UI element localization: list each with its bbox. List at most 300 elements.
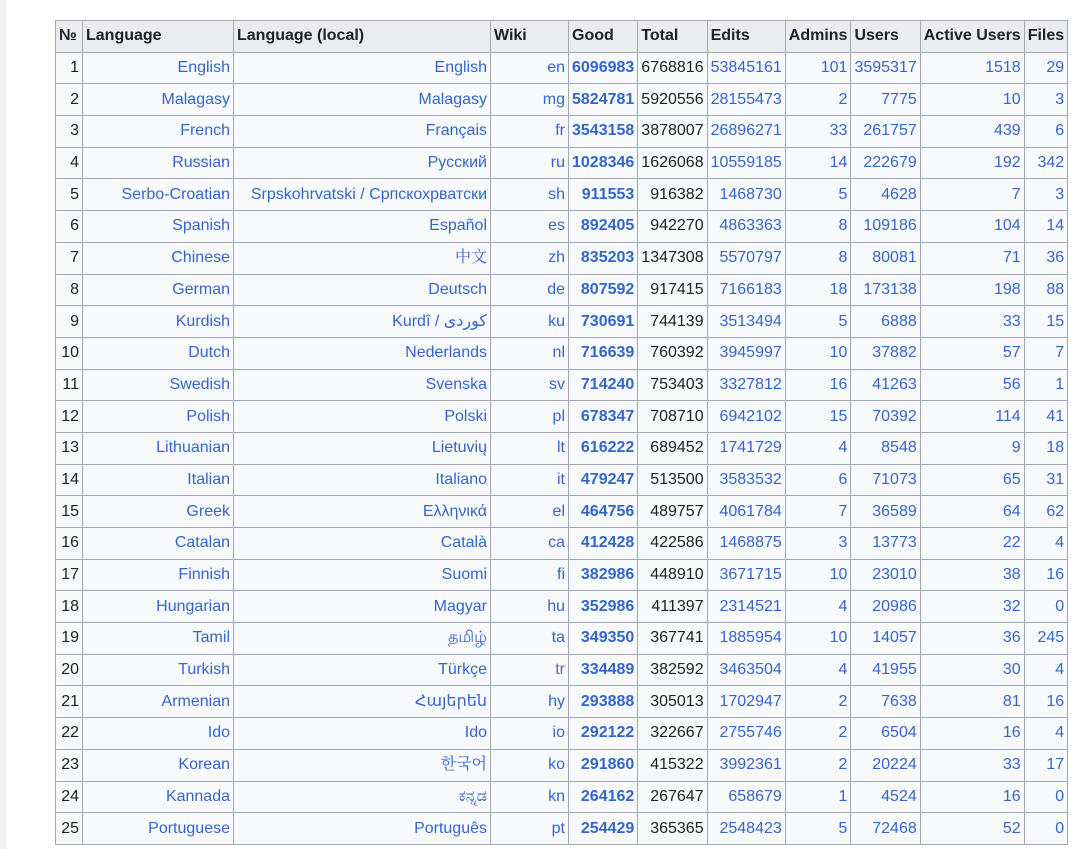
cell-edits — [707, 559, 785, 591]
cell-admins-link[interactable]: 2 — [838, 724, 848, 742]
cell-no — [56, 559, 83, 591]
cell-active-users-link[interactable]: 16 — [1002, 724, 1021, 742]
cell-edits-link[interactable]: 1885954 — [719, 629, 782, 647]
cell-wiki-code-link[interactable]: pt — [551, 819, 565, 837]
cell-files — [1024, 432, 1067, 464]
cell-active-users-link[interactable]: 36 — [1002, 629, 1021, 647]
cell-admins-link[interactable]: 10 — [829, 344, 848, 362]
cell-admins-link[interactable]: 2 — [838, 692, 848, 710]
cell-good-link[interactable]: 254429 — [580, 819, 635, 837]
cell-good-link[interactable]: 349350 — [580, 629, 635, 647]
cell-edits-link[interactable]: 6942102 — [719, 407, 782, 425]
cell-local-name-link[interactable]: Español — [429, 217, 487, 235]
cell-users-link[interactable]: 222679 — [863, 154, 917, 172]
cell-wiki-code-link[interactable]: ko — [548, 756, 565, 774]
cell-local-name-link[interactable]: Deutsch — [428, 280, 487, 298]
cell-active-users-link[interactable]: 30 — [1002, 661, 1021, 679]
cell-total: 1626068 — [641, 154, 704, 172]
cell-local-name-link[interactable]: Português — [414, 819, 487, 837]
cell-admins — [785, 147, 851, 179]
cell-admins — [785, 432, 851, 464]
cell-good-link[interactable]: 264162 — [580, 787, 635, 805]
cell-active — [920, 401, 1024, 433]
cell-admins-link[interactable]: 4 — [838, 439, 848, 457]
column-header-good[interactable]: Good — [569, 21, 638, 53]
table-row — [56, 211, 1068, 243]
cell-active-users-link[interactable]: 104 — [994, 217, 1021, 235]
cell-total: 489757 — [650, 502, 704, 520]
cell-files-link[interactable]: 245 — [1037, 629, 1065, 647]
cell-edits-link[interactable]: 658679 — [728, 787, 782, 805]
cell-total — [638, 401, 707, 433]
cell-users-link[interactable]: 71073 — [872, 470, 917, 488]
cell-admins-link[interactable]: 15 — [829, 407, 848, 425]
cell-good — [569, 591, 638, 623]
cell-language-link[interactable]: Korean — [178, 756, 230, 774]
cell-good-link[interactable]: 835203 — [580, 249, 635, 267]
cell-users-link[interactable]: 41955 — [872, 661, 917, 679]
cell-files-link[interactable]: 36 — [1046, 249, 1065, 267]
cell-active-users-link[interactable]: 33 — [1002, 312, 1021, 330]
cell-edits-link[interactable]: 3513494 — [719, 312, 782, 330]
cell-language-link[interactable]: French — [180, 122, 230, 140]
cell-files-link[interactable]: 62 — [1046, 502, 1065, 520]
cell-good-link[interactable]: 292122 — [580, 724, 635, 742]
cell-language-link[interactable]: Catalan — [174, 534, 230, 552]
cell-wiki — [491, 179, 569, 211]
cell-users-link[interactable]: 261757 — [863, 122, 917, 140]
cell-wiki-code-link[interactable]: hu — [547, 597, 565, 615]
cell-total: 382592 — [650, 661, 704, 679]
cell-total: 3878007 — [641, 122, 704, 140]
cell-rank: 10 — [61, 344, 79, 362]
cell-files-link[interactable]: 17 — [1046, 756, 1065, 774]
cell-files — [1024, 559, 1067, 591]
cell-language-link[interactable]: Hungarian — [156, 597, 230, 615]
cell-local — [234, 116, 491, 148]
cell-files-link[interactable]: 3 — [1055, 185, 1065, 203]
cell-local-name-link[interactable]: Malagasy — [418, 90, 487, 108]
table-row — [56, 623, 1068, 655]
cell-language-link[interactable]: Malagasy — [161, 90, 230, 108]
cell-local-name-link[interactable]: 한국어 — [440, 756, 487, 774]
cell-edits-link[interactable]: 2548423 — [719, 819, 782, 837]
cell-admins-link[interactable]: 16 — [829, 375, 848, 393]
cell-active-users-link[interactable]: 7 — [1011, 185, 1021, 203]
cell-local-name-link[interactable]: Русский — [427, 154, 487, 172]
cell-files-link[interactable]: 0 — [1055, 819, 1065, 837]
cell-good-link[interactable]: 382986 — [580, 566, 635, 584]
cell-active-users-link[interactable]: 9 — [1011, 439, 1021, 457]
cell-edits-link[interactable]: 2755746 — [719, 724, 782, 742]
cell-wiki — [491, 623, 569, 655]
cell-no — [56, 432, 83, 464]
cell-language-link[interactable]: Italian — [187, 470, 230, 488]
cell-no — [56, 274, 83, 306]
cell-admins-link[interactable]: 5 — [838, 312, 848, 330]
cell-users-link[interactable]: 4524 — [881, 787, 917, 805]
table-row — [56, 306, 1068, 338]
cell-active-users-link[interactable]: 32 — [1002, 597, 1021, 615]
cell-rank: 14 — [61, 470, 79, 488]
column-header-edits[interactable]: Edits — [707, 21, 785, 53]
cell-edits-link[interactable]: 10559185 — [710, 154, 782, 172]
cell-files-link[interactable]: 18 — [1046, 439, 1065, 457]
cell-edits-link[interactable]: 1702947 — [719, 692, 782, 710]
cell-users-link[interactable]: 72468 — [872, 819, 917, 837]
column-header-total[interactable]: Total — [638, 21, 707, 53]
cell-active-users-link[interactable]: 16 — [1002, 787, 1021, 805]
cell-wiki-code-link[interactable]: ku — [548, 312, 565, 330]
column-header-files[interactable]: Files — [1024, 21, 1067, 53]
cell-edits-link[interactable]: 3583532 — [719, 470, 782, 488]
cell-active-users-link[interactable]: 38 — [1002, 566, 1021, 584]
cell-wiki-code-link[interactable]: lt — [557, 439, 565, 457]
cell-local-name-link[interactable]: Ido — [464, 724, 487, 742]
cell-edits-link[interactable]: 3327812 — [719, 375, 782, 393]
cell-active-users-link[interactable]: 64 — [1002, 502, 1021, 520]
cell-users-link[interactable]: 8548 — [881, 439, 917, 457]
cell-wiki-code-link[interactable]: ca — [548, 534, 565, 552]
cell-local — [234, 781, 491, 813]
cell-local-name-link[interactable]: Polski — [444, 407, 487, 425]
cell-active-users-link[interactable]: 114 — [995, 407, 1021, 425]
cell-active-users-link[interactable]: 57 — [1002, 344, 1021, 362]
cell-edits-link[interactable]: 1741729 — [719, 439, 782, 457]
cell-edits — [707, 337, 785, 369]
cell-admins-link[interactable]: 1 — [838, 787, 848, 805]
cell-edits-link[interactable]: 4061784 — [719, 502, 782, 520]
cell-users-link[interactable]: 23010 — [872, 566, 917, 584]
cell-local — [234, 718, 491, 750]
cell-files — [1024, 179, 1067, 211]
cell-language-link[interactable]: Greek — [186, 502, 230, 520]
cell-admins-link[interactable]: 2 — [838, 90, 848, 108]
cell-edits-link[interactable]: 1468875 — [719, 534, 782, 552]
cell-admins-link[interactable]: 8 — [838, 249, 848, 267]
cell-files-link[interactable]: 1 — [1055, 375, 1065, 393]
cell-good-link[interactable]: 291860 — [580, 756, 635, 774]
cell-local-name-link[interactable]: Nederlands — [405, 344, 487, 362]
cell-active-users-link[interactable]: 1518 — [985, 59, 1021, 77]
cell-total — [638, 496, 707, 528]
cell-users-link[interactable]: 14057 — [872, 629, 917, 647]
cell-admins — [785, 401, 851, 433]
cell-language-link[interactable]: Turkish — [178, 661, 230, 679]
column-header-admins[interactable]: Admins — [785, 21, 851, 53]
cell-wiki — [491, 464, 569, 496]
cell-good-link[interactable]: 678347 — [580, 407, 635, 425]
cell-active-users-link[interactable]: 65 — [1002, 470, 1021, 488]
cell-local — [234, 274, 491, 306]
cell-language-link[interactable]: Finnish — [178, 566, 230, 584]
cell-files-link[interactable]: 6 — [1055, 122, 1065, 140]
cell-language-link[interactable]: German — [172, 280, 230, 298]
cell-language-link[interactable]: Polish — [186, 407, 230, 425]
cell-files — [1024, 749, 1067, 781]
cell-edits-link[interactable]: 4863363 — [719, 217, 782, 235]
cell-language-link[interactable]: Armenian — [161, 692, 230, 710]
cell-files-link[interactable]: 3 — [1055, 90, 1065, 108]
cell-admins-link[interactable]: 14 — [829, 154, 848, 172]
cell-edits-link[interactable]: 3945997 — [719, 344, 782, 362]
cell-good-link[interactable]: 5824781 — [572, 90, 635, 108]
cell-files — [1024, 52, 1067, 84]
cell-good-link[interactable]: 911553 — [581, 185, 635, 203]
cell-good-link[interactable]: 716639 — [580, 344, 635, 362]
column-header-users[interactable]: Users — [851, 21, 920, 53]
cell-active-users-link[interactable]: 22 — [1002, 534, 1021, 552]
cell-wiki-code-link[interactable]: pl — [552, 407, 565, 425]
cell-active-users-link[interactable]: 192 — [994, 154, 1021, 172]
cell-wiki-code-link[interactable]: es — [548, 217, 565, 235]
cell-active — [920, 306, 1024, 338]
cell-local-name-link[interactable]: Kurdî / كوردی — [392, 312, 487, 330]
cell-wiki-code-link[interactable]: mg — [542, 90, 565, 108]
cell-language-link[interactable]: Kurdish — [175, 312, 230, 330]
cell-files-link[interactable]: 16 — [1046, 692, 1065, 710]
cell-language — [83, 496, 234, 528]
cell-users-link[interactable]: 20224 — [872, 756, 917, 774]
cell-local-name-link[interactable]: Հայերեն — [415, 692, 487, 710]
cell-good-link[interactable]: 3543158 — [572, 122, 635, 140]
cell-active-users-link[interactable]: 56 — [1002, 375, 1021, 393]
cell-files-link[interactable]: 41 — [1046, 407, 1065, 425]
cell-wiki — [491, 496, 569, 528]
cell-files-link[interactable]: 14 — [1046, 217, 1065, 235]
cell-admins-link[interactable]: 6 — [838, 470, 848, 488]
cell-language-link[interactable]: Serbo-Croatian — [121, 185, 230, 203]
cell-wiki-code-link[interactable]: sh — [548, 185, 565, 203]
cell-wiki-code-link[interactable]: zh — [548, 249, 565, 267]
cell-local-name-link[interactable]: Català — [440, 534, 487, 552]
cell-total: 367741 — [650, 629, 704, 647]
cell-active — [920, 211, 1024, 243]
cell-language — [83, 528, 234, 560]
column-header-active-users[interactable]: Active Users — [920, 21, 1024, 53]
cell-wiki-code-link[interactable]: kn — [548, 787, 565, 805]
cell-wiki-code-link[interactable]: fi — [557, 566, 565, 584]
cell-wiki-code-link[interactable]: sv — [549, 375, 565, 393]
cell-wiki-code-link[interactable]: io — [552, 724, 565, 742]
cell-users-link[interactable]: 3595317 — [854, 59, 917, 77]
cell-good-link[interactable]: 616222 — [580, 439, 635, 457]
cell-wiki-code-link[interactable]: de — [547, 280, 565, 298]
cell-users-link[interactable]: 37882 — [872, 344, 917, 362]
cell-language-link[interactable]: Russian — [172, 154, 230, 172]
cell-files-link[interactable]: 15 — [1046, 312, 1065, 330]
cell-local — [234, 654, 491, 686]
cell-active-users-link[interactable]: 10 — [1002, 90, 1021, 108]
cell-language-link[interactable]: Lithuanian — [156, 439, 230, 457]
cell-files-link[interactable]: 4 — [1055, 534, 1065, 552]
cell-admins-link[interactable]: 7 — [838, 502, 848, 520]
cell-edits-link[interactable]: 2314521 — [719, 597, 782, 615]
cell-active — [920, 84, 1024, 116]
cell-wiki-code-link[interactable]: ta — [551, 629, 565, 647]
cell-local-name-link[interactable]: Suomi — [441, 566, 487, 584]
cell-wiki-code-link[interactable]: el — [552, 502, 565, 520]
cell-edits-link[interactable]: 1468730 — [719, 185, 782, 203]
cell-language-link[interactable]: Kannada — [165, 787, 230, 805]
cell-active-users-link[interactable]: 439 — [994, 122, 1021, 140]
cell-total: 689452 — [650, 439, 704, 457]
cell-admins-link[interactable]: 5 — [838, 819, 848, 837]
cell-good-link[interactable]: 714240 — [580, 375, 635, 393]
cell-edits-link[interactable]: 7166183 — [719, 280, 782, 298]
column-header-wiki[interactable]: Wiki — [491, 21, 569, 53]
cell-users-link[interactable]: 70392 — [872, 407, 917, 425]
cell-no — [56, 369, 83, 401]
cell-good-link[interactable]: 334489 — [580, 661, 635, 679]
cell-good-link[interactable]: 892405 — [580, 217, 635, 235]
cell-edits-link[interactable]: 26896271 — [710, 122, 782, 140]
cell-language-link[interactable]: Ido — [207, 724, 230, 742]
cell-users-link[interactable]: 41263 — [872, 375, 917, 393]
cell-edits — [707, 718, 785, 750]
cell-good-link[interactable]: 412428 — [580, 534, 635, 552]
cell-good-link[interactable]: 293888 — [580, 692, 635, 710]
cell-files-link[interactable]: 4 — [1055, 661, 1065, 679]
cell-admins-link[interactable]: 101 — [820, 59, 848, 77]
cell-users-link[interactable]: 7638 — [881, 692, 917, 710]
cell-wiki-code-link[interactable]: tr — [555, 661, 565, 679]
cell-admins-link[interactable]: 10 — [829, 566, 848, 584]
cell-admins-link[interactable]: 18 — [829, 280, 848, 298]
cell-local-name-link[interactable]: Français — [425, 122, 487, 140]
cell-edits-link[interactable]: 3463504 — [719, 661, 782, 679]
cell-admins — [785, 559, 851, 591]
cell-wiki-code-link[interactable]: nl — [552, 344, 565, 362]
cell-rank: 21 — [61, 692, 79, 710]
cell-language-link[interactable]: Swedish — [169, 375, 230, 393]
cell-users-link[interactable]: 7775 — [881, 90, 917, 108]
cell-users-link[interactable]: 4628 — [881, 185, 917, 203]
cell-local — [234, 749, 491, 781]
cell-admins-link[interactable]: 2 — [838, 756, 848, 774]
cell-files-link[interactable]: 31 — [1046, 470, 1065, 488]
cell-language-link[interactable]: Portuguese — [148, 819, 230, 837]
cell-local-name-link[interactable]: Svenska — [425, 375, 487, 393]
cell-files-link[interactable]: 88 — [1046, 280, 1065, 298]
cell-users-link[interactable]: 80081 — [872, 249, 917, 267]
cell-edits-link[interactable]: 28155473 — [710, 90, 782, 108]
cell-admins-link[interactable]: 3 — [838, 534, 848, 552]
cell-edits-link[interactable]: 3992361 — [719, 756, 782, 774]
cell-local-name-link[interactable]: Türkçe — [438, 661, 487, 679]
cell-wiki-code-link[interactable]: en — [547, 59, 565, 77]
cell-no — [56, 813, 83, 845]
cell-wiki-code-link[interactable]: fr — [555, 122, 565, 140]
cell-language-link[interactable]: Spanish — [172, 217, 230, 235]
cell-no — [56, 211, 83, 243]
cell-users-link[interactable]: 173138 — [863, 280, 917, 298]
cell-users — [851, 528, 920, 560]
cell-local-name-link[interactable]: Magyar — [433, 597, 487, 615]
cell-wiki-code-link[interactable]: ru — [550, 154, 565, 172]
cell-edits-link[interactable]: 3671715 — [719, 566, 782, 584]
cell-files-link[interactable]: 16 — [1046, 566, 1065, 584]
cell-good-link[interactable]: 6096983 — [572, 59, 635, 77]
cell-admins-link[interactable]: 4 — [838, 661, 848, 679]
cell-edits-link[interactable]: 5570797 — [719, 249, 782, 267]
cell-admins-link[interactable]: 33 — [829, 122, 848, 140]
cell-language-link[interactable]: Chinese — [171, 249, 230, 267]
cell-files-link[interactable]: 342 — [1037, 154, 1065, 172]
cell-users-link[interactable]: 36589 — [872, 502, 917, 520]
cell-active-users-link[interactable]: 52 — [1002, 819, 1021, 837]
column-header-no[interactable]: № — [56, 21, 83, 53]
cell-good-link[interactable]: 464756 — [580, 502, 635, 520]
cell-local-name-link[interactable]: Italiano — [435, 470, 487, 488]
cell-admins-link[interactable]: 4 — [838, 597, 848, 615]
cell-good-link[interactable]: 479247 — [580, 470, 635, 488]
cell-local-name-link[interactable]: English — [434, 59, 487, 77]
cell-admins-link[interactable]: 5 — [838, 185, 848, 203]
cell-local-name-link[interactable]: Lietuvių — [431, 439, 487, 457]
cell-users-link[interactable]: 6888 — [881, 312, 917, 330]
cell-local-name-link[interactable]: தமிழ் — [447, 629, 487, 647]
cell-local-name-link[interactable]: Srpskohrvatski / Српскохрватски — [250, 185, 487, 203]
cell-users-link[interactable]: 6504 — [881, 724, 917, 742]
cell-admins — [785, 306, 851, 338]
cell-local-name-link[interactable]: Ελληνικά — [422, 502, 487, 520]
cell-good-link[interactable]: 807592 — [580, 280, 635, 298]
cell-good-link[interactable]: 352986 — [580, 597, 635, 615]
cell-language-link[interactable]: Tamil — [192, 629, 230, 647]
cell-total — [638, 559, 707, 591]
cell-files-link[interactable]: 29 — [1046, 59, 1065, 77]
cell-files-link[interactable]: 0 — [1055, 597, 1065, 615]
cell-active — [920, 464, 1024, 496]
table-row — [56, 718, 1068, 750]
cell-edits — [707, 274, 785, 306]
cell-rank: 24 — [61, 787, 79, 805]
column-header-language[interactable]: Language — [83, 21, 234, 53]
cell-users — [851, 369, 920, 401]
cell-wiki — [491, 591, 569, 623]
cell-language-link[interactable]: Dutch — [188, 344, 230, 362]
cell-wiki-code-link[interactable]: it — [557, 470, 565, 488]
cell-active-users-link[interactable]: 81 — [1002, 692, 1021, 710]
cell-users-link[interactable]: 20986 — [872, 597, 917, 615]
cell-files-link[interactable]: 0 — [1055, 787, 1065, 805]
cell-active-users-link[interactable]: 71 — [1002, 249, 1021, 267]
cell-local-name-link[interactable]: 中文 — [454, 249, 487, 267]
cell-edits — [707, 432, 785, 464]
cell-language-link[interactable]: English — [177, 59, 230, 77]
cell-no — [56, 337, 83, 369]
cell-good-link[interactable]: 730691 — [580, 312, 635, 330]
cell-wiki — [491, 528, 569, 560]
cell-admins-link[interactable]: 10 — [829, 629, 848, 647]
cell-files-link[interactable]: 7 — [1055, 344, 1065, 362]
cell-active-users-link[interactable]: 33 — [1002, 756, 1021, 774]
cell-users-link[interactable]: 109186 — [863, 217, 917, 235]
cell-files-link[interactable]: 4 — [1055, 724, 1065, 742]
cell-edits-link[interactable]: 53845161 — [710, 59, 782, 77]
cell-total — [638, 337, 707, 369]
cell-active-users-link[interactable]: 198 — [994, 280, 1021, 298]
cell-local-name-link[interactable]: ಕನ್ನಡ — [458, 787, 487, 805]
cell-admins-link[interactable]: 8 — [838, 217, 848, 235]
column-header-language-local[interactable]: Language (local) — [234, 21, 491, 53]
cell-wiki-code-link[interactable]: hy — [548, 692, 565, 710]
cell-edits — [707, 591, 785, 623]
cell-users-link[interactable]: 13773 — [872, 534, 917, 552]
cell-good-link[interactable]: 1028346 — [572, 154, 635, 172]
cell-total — [638, 781, 707, 813]
